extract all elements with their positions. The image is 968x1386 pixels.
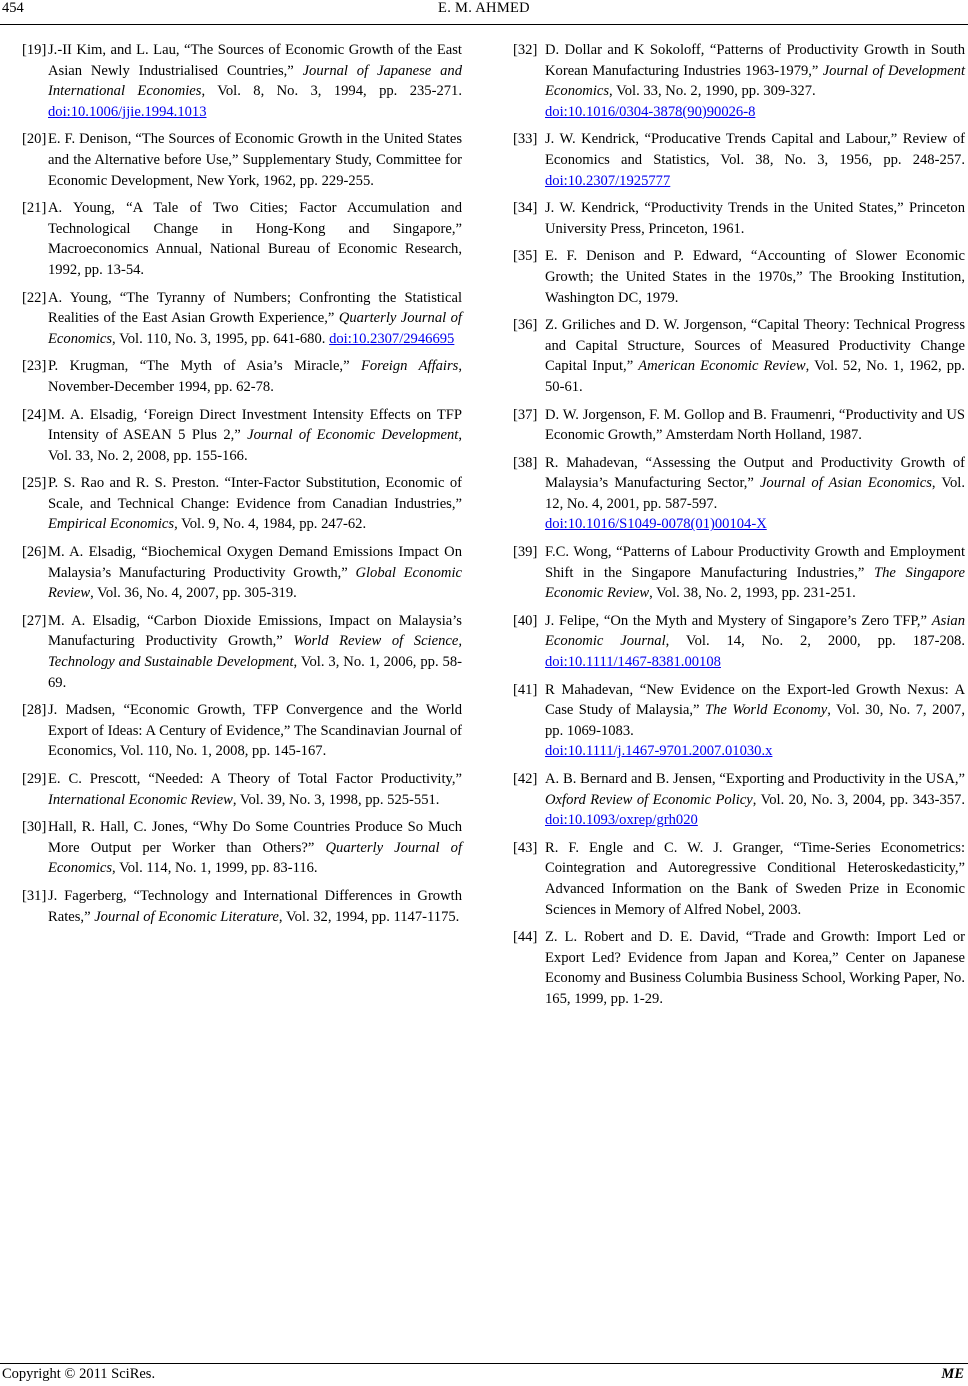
reference-number: [32] [513, 42, 538, 58]
citation-text: J.-II Kim, and L. Lau, “The Sources of Economic Growth of the East Asian Newly Industrialised Countries,” [48, 42, 462, 79]
journal-title: Foreign Affairs [360, 358, 459, 375]
reference-text [545, 680, 965, 762]
reference-number: [43] [513, 839, 538, 856]
doi-link[interactable]: doi:10.1016/S1049-0078(01)00104-X [545, 516, 767, 533]
reference-item [22, 129, 462, 191]
reference-number: [41] [513, 681, 538, 698]
page-number: 454 [2, 0, 24, 16]
reference-item [22, 40, 462, 122]
citation-text: R. F. Engle and C. W. J. Granger, “Time-Series Econometrics: Cointegration and Autoregressive Conditional Heteroskedasticity,” Advanced Information on the Bank of Sweden Prize in Economic Sciences in Memory of Alfred Nobel, 2003. [545, 839, 965, 918]
reference-text [48, 769, 462, 810]
reference-item [513, 542, 965, 604]
reference-text [545, 838, 965, 920]
citation-text: A. B. Bernard and B. Jensen, “Exporting and Productivity in the USA,” [545, 771, 965, 787]
journal-title: Oxford Review of Economic Policy [545, 791, 753, 808]
reference-text [48, 40, 462, 122]
reference-item [513, 246, 965, 308]
citation-text: P. Krugman, “The Myth of Asia’s Miracle,” [48, 358, 361, 375]
citation-text: , Vol. 3, No. 1, 2006, pp. 58-69. [48, 654, 462, 691]
doi-link[interactable]: doi:10.2307/2946695 [329, 330, 455, 347]
citation-text: , Vol. 39, No. 3, 1998, pp. 525-551. [232, 791, 440, 808]
journal-title: World Review of Science, Technology and Sustainable Development [48, 633, 462, 671]
reference-item [513, 769, 965, 831]
citation-text: , Vol. 12, No. 4, 2001, pp. 587-597. [545, 475, 965, 512]
reference-number: [34] [513, 200, 538, 217]
reference-item [513, 680, 965, 762]
citation-text: A. Young, “The Tyranny of Numbers; Confronting the Statistical Realities of the East Asian Growth Experience,” [48, 289, 462, 327]
citation-text: , November-December 1994, pp. 62-78. [48, 358, 462, 395]
reference-text [545, 315, 965, 397]
footer-copyright: Copyright © 2011 SciRes. [2, 1366, 156, 1382]
citation-text: D. Dollar and K Sokoloff, “Patterns of Productivity Growth in South Korean Manufacturing Industries 1963-1979,” [545, 42, 965, 79]
reference-number: [30] [22, 819, 47, 836]
reference-number: [24] [22, 406, 47, 423]
journal-title: Journal of Development Economics [545, 62, 965, 100]
reference-text [545, 542, 965, 604]
citation-text: R Mahadevan, “New Evidence on the Export-led Growth Nexus: A Case Study of Malaysia,” [545, 681, 965, 719]
citation-text: E. F. Denison, “The Sources of Economic Growth in the United States and the Alternative before Use,” Supplementary Study, Committee for Economic Development, New York, 1962, pp. 229-255. [48, 131, 462, 189]
citation-text: , Vol. 20, No. 3, 2004, pp. 343-357. [752, 791, 965, 808]
citation-text: F.C. Wong, “Patterns of Labour Productivity Growth and Employment Shift in the Singapore Manufacturing Industries,” [545, 544, 965, 581]
citation-text: J. Fagerberg, “Technology and International Differences in Growth Rates,” [48, 887, 462, 925]
reference-text [545, 129, 965, 191]
reference-text [48, 198, 462, 280]
reference-text [48, 473, 462, 535]
citation-text: , Vol. 36, No. 4, 2007, pp. 305-319. [90, 585, 297, 602]
reference-number: [36] [513, 317, 538, 334]
doi-link[interactable]: doi:10.1111/j.1467-9701.2007.01030.x [545, 743, 773, 760]
reference-item [22, 288, 462, 350]
reference-text [48, 611, 462, 693]
reference-item [513, 40, 965, 122]
reference-number: [25] [22, 475, 47, 492]
reference-number: [33] [513, 131, 538, 148]
citation-text: Z. L. Robert and D. E. David, “Trade and Growth: Import Led or Export Led? Evidence from Japan and Korea,” Center on Japanese Economy and Business Columbia Business School, Working Paper, No. 165, 1999, pp. 1-29. [545, 929, 965, 1007]
journal-title: Quarterly Journal of Economics [48, 839, 463, 877]
citation-text: , Vol. 14, No. 2, 2000, pp. 187-208. [665, 633, 965, 650]
reference-text [48, 356, 462, 397]
citation-text: , Vol. 8, No. 3, 1994, pp. 235-271. [201, 83, 462, 100]
doi-link[interactable]: doi:10.1111/1467-8381.00108 [545, 654, 721, 671]
reference-number: [26] [22, 544, 47, 561]
reference-number: [20] [22, 131, 47, 148]
journal-title: American Economic Review [638, 358, 806, 375]
reference-item [22, 769, 462, 810]
reference-number: [21] [22, 200, 47, 217]
doi-link[interactable]: doi:10.2307/1925777 [545, 172, 671, 189]
citation-text: Hall, R. Hall, C. Jones, “Why Do Some Countries Produce So Much More Output per Worker than Others?” [48, 819, 462, 856]
reference-text [48, 542, 462, 604]
reference-item [22, 473, 462, 535]
reference-item [513, 838, 965, 920]
references-left-column [22, 40, 462, 934]
citation-text: P. S. Rao and R. S. Preston. “Inter-Factor Substitution, Economic of Scale, and Technical Change: Evidence from Canadian Industries,” [48, 475, 462, 512]
footer-rule [0, 1363, 968, 1364]
journal-title: International Economic Review [48, 791, 233, 808]
citation-text: , Vol. 9, No. 4, 1984, pp. 247-62. [174, 516, 367, 533]
reference-item [22, 356, 462, 397]
reference-number: [27] [22, 612, 47, 629]
reference-text [48, 817, 462, 879]
citation-text: , Vol. 33, No. 2, 1990, pp. 309-327. [609, 83, 816, 100]
reference-number: [28] [22, 702, 47, 719]
citation-text: , Vol. 30, No. 7, 2007, pp. 1069-1083. [545, 702, 965, 739]
citation-text: , Vol. 32, 1994, pp. 1147-1175. [278, 908, 460, 925]
reference-item [513, 405, 965, 446]
reference-number: [40] [513, 612, 538, 629]
reference-item [22, 198, 462, 280]
doi-link[interactable]: doi:10.1093/oxrep/grh020 [545, 812, 698, 829]
journal-title: Quarterly Journal of Economics [48, 310, 462, 347]
doi-link[interactable]: doi:10.1006/jjie.1994.1013 [48, 103, 207, 120]
reference-text [48, 405, 462, 467]
reference-text [545, 453, 965, 535]
citation-text: M. A. Elsadig, “Biochemical Oxygen Demand Emissions Impact On Malaysia’s Manufacturing Productivity Growth,” [48, 544, 462, 581]
citation-text: J. W. Kendrick, “Productivity Trends in the United States,” Princeton University Press, Princeton, 1961. [545, 200, 965, 237]
reference-item [513, 129, 965, 191]
reference-number: [42] [513, 771, 538, 787]
citation-text: , Vol. 114, No. 1, 1999, pp. 83-116. [112, 860, 318, 877]
citation-text: D. W. Jorgenson, F. M. Gollop and B. Fraumenri, “Productivity and US Economic Growth,” Amsterdam North Holland, 1987. [545, 406, 965, 444]
journal-title: The World Economy [704, 702, 828, 719]
running-header-author: E. M. AHMED [438, 0, 530, 16]
reference-item [513, 927, 965, 1009]
citation-text: J. Felipe, “On the Myth and Mystery of Singapore’s Zero TFP,” [545, 612, 932, 629]
citation-text: M. A. Elsadig, “Carbon Dioxide Emissions, Impact on Malaysia’s Manufacturing Productivity Growth,” [48, 612, 462, 650]
citation-text: A. Young, “A Tale of Two Cities; Factor Accumulation and Technological Change in Hong-Kong and Singapore,” Macroeconomics Annual, National Bureau of Economic Research, 1992, pp. 13-54. [48, 200, 462, 278]
citation-text: Z. Griliches and D. W. Jorgenson, “Capital Theory: Technical Progress and Capital Structure, Sources of Measured Productivity Change Capital Input,” [545, 317, 965, 375]
citation-text: M. A. Elsadig, ‘Foreign Direct Investment Intensity Effects on TFP Intensity of ASEAN 5 Plus 2,” [48, 406, 462, 444]
reference-number: [22] [22, 289, 47, 306]
reference-item [513, 315, 965, 397]
reference-number: [23] [22, 358, 47, 375]
citation-text: E. F. Denison and P. Edward, “Accounting of Slower Economic Growth; the United States in the 1970s,” The Brooking Institution, Washington DC, 1979. [545, 248, 965, 306]
reference-number: [44] [513, 929, 538, 946]
reference-item [513, 198, 965, 239]
references-right-column [513, 40, 965, 1017]
reference-item [22, 405, 462, 467]
reference-text [545, 246, 965, 308]
reference-text [545, 405, 965, 446]
reference-item [22, 817, 462, 879]
reference-text [48, 886, 462, 927]
citation-text: , Vol. 110, No. 3, 1995, pp. 641-680. [112, 330, 330, 347]
journal-title: Global Economic Review [48, 564, 462, 602]
reference-text [545, 927, 965, 1009]
reference-number: [38] [513, 454, 538, 471]
reference-item [22, 542, 462, 604]
reference-text [545, 611, 965, 673]
journal-title: Journal of Economic Literature [94, 908, 279, 925]
journal-title: Journal of Asian Economics [759, 475, 932, 492]
journal-title: The Singapore Economic Review [545, 564, 966, 602]
footer-journal-abbrev: ME [941, 1366, 964, 1382]
reference-text [48, 129, 462, 191]
journal-title: Asian Economic Journal [545, 612, 965, 650]
reference-text [48, 700, 462, 762]
reference-item [513, 453, 965, 535]
reference-item [513, 611, 965, 673]
reference-text [545, 40, 965, 122]
reference-item [22, 886, 462, 927]
citation-text: R. Mahadevan, “Assessing the Output and Productivity Growth of Malaysia’s Manufacturing Sector,” [545, 454, 965, 492]
header-rule [0, 24, 968, 25]
reference-item [22, 611, 462, 693]
reference-number: [29] [22, 771, 47, 787]
reference-number: [39] [513, 544, 538, 561]
reference-text [545, 198, 965, 239]
reference-text [48, 288, 462, 350]
citation-text: J. W. Kendrick, “Producative Trends Capital and Labour,” Review of Economics and Statistics, Vol. 38, No. 3, 1956, pp. 248-257. [545, 131, 965, 168]
reference-number: [37] [513, 406, 538, 423]
citation-text: J. Madsen, “Economic Growth, TFP Convergence and the World Export of Ideas: A Century of Evidence,” The Scandinavian Journal of Economics, Vol. 110, No. 1, 2008, pp. 145-167. [48, 702, 462, 760]
citation-text: , Vol. 33, No. 2, 2008, pp. 155-166. [48, 427, 462, 464]
journal-title: Journal of Economic Development [247, 427, 459, 444]
citation-text: , Vol. 38, No. 2, 1993, pp. 231-251. [649, 585, 856, 602]
citation-text: , Vol. 52, No. 1, 1962, pp. 50-61. [545, 358, 965, 395]
doi-link[interactable]: doi:10.1016/0304-3878(90)90026-8 [545, 103, 756, 120]
reference-item [22, 700, 462, 762]
reference-number: [31] [22, 887, 47, 904]
reference-text [545, 769, 965, 831]
journal-title: Empirical Economics [48, 516, 175, 533]
reference-number: [19] [22, 42, 47, 58]
citation-text: E. C. Prescott, “Needed: A Theory of Total Factor Productivity,” [48, 771, 462, 787]
journal-title: Journal of Japanese and International Economies [48, 62, 462, 100]
reference-number: [35] [513, 248, 538, 265]
